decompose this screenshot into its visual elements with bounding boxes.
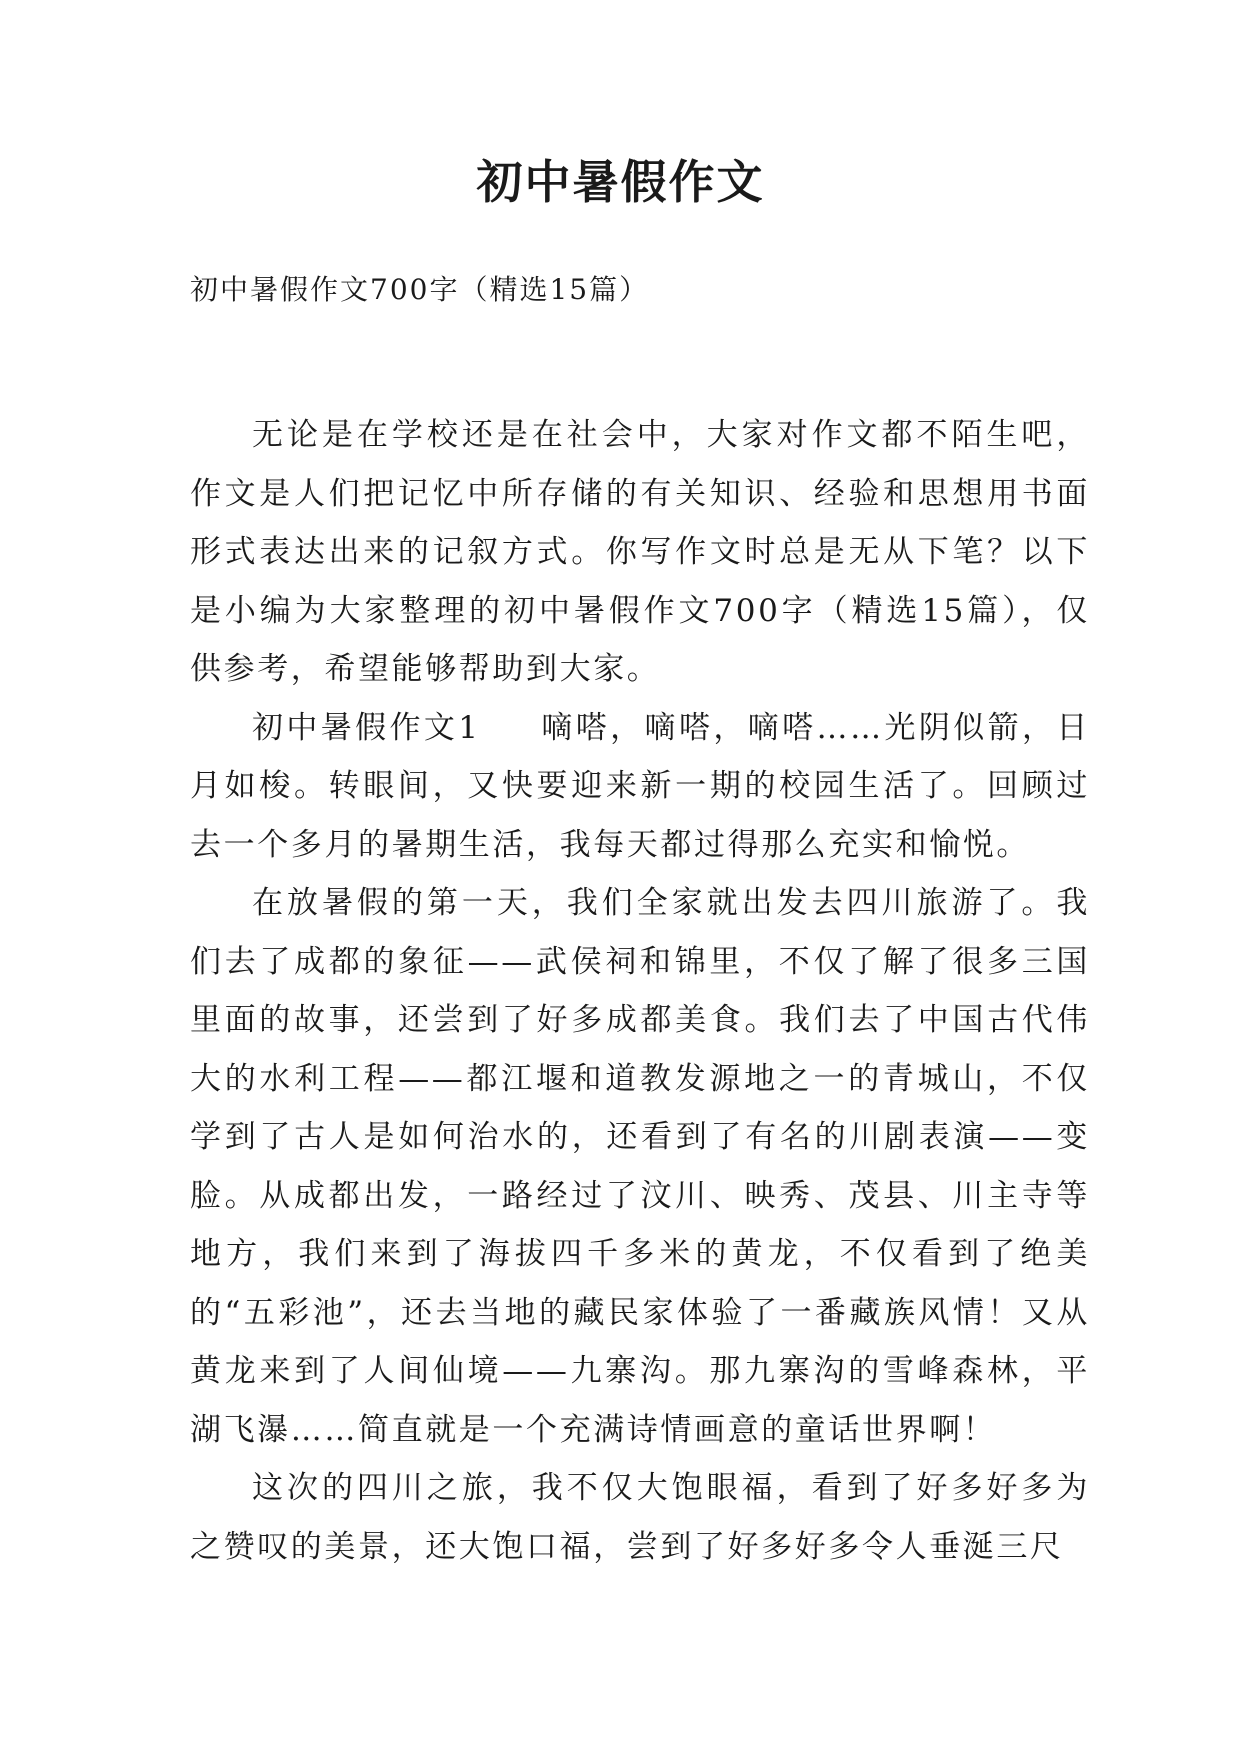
- intro-paragraph: 无论是在学校还是在社会中，大家对作文都不陌生吧，作文是人们把记忆中所存储的有关知识、经验和思想用书面形式表达出来的记叙方式。你写作文时总是无从下笔？以下是小编为大家整理的初中暑假作文700字（精选15篇），仅供参考，希望能够帮助到大家。: [190, 417, 1090, 687]
- document-subtitle: 初中暑假作文700字（精选15篇）: [190, 273, 650, 306]
- document-body: [190, 406, 1090, 1576]
- essay-1-first-paragraph: [190, 699, 1090, 875]
- essay-1-heading: 初中暑假作文1: [252, 709, 481, 746]
- essay-1-paragraph-3: 这次的四川之旅，我不仅大饱眼福，看到了好多好多为之赞叹的美景，还大饱口福，尝到了好多好多令人垂涎三尺: [190, 1470, 1090, 1565]
- essay-1-paragraph-1-text: 嘀嗒，嘀嗒，嘀嗒……光阴似箭，日月如梭。转眼间，又快要迎来新一期的校园生活了。回顾过去一个多月的暑期生活，我每天都过得那么充实和愉悦。: [190, 709, 1090, 863]
- document-title: 初中暑假作文: [476, 155, 765, 209]
- essay-1-paragraph-2: 在放暑假的第一天，我们全家就出发去四川旅游了。我们去了成都的象征——武侯祠和锦里，不仅了解了很多三国里面的故事，还尝到了好多成都美食。我们去了中国古代伟大的水利工程——都江堰和道教发源地之一的青城山，不仅学到了古人是如何治水的，还看到了有名的川剧表演——变脸。从成都出发，一路经过了汶川、映秀、茂县、川主寺等地方，我们来到了海拔四千多米的黄龙，不仅看到了绝美的“五彩池”，还去当地的藏民家体验了一番藏族风情！又从黄龙来到了人间仙境——九寨沟。那九寨沟的雪峰森林，平湖飞瀑……简直就是一个充满诗情画意的童话世界啊！: [190, 885, 1090, 1448]
